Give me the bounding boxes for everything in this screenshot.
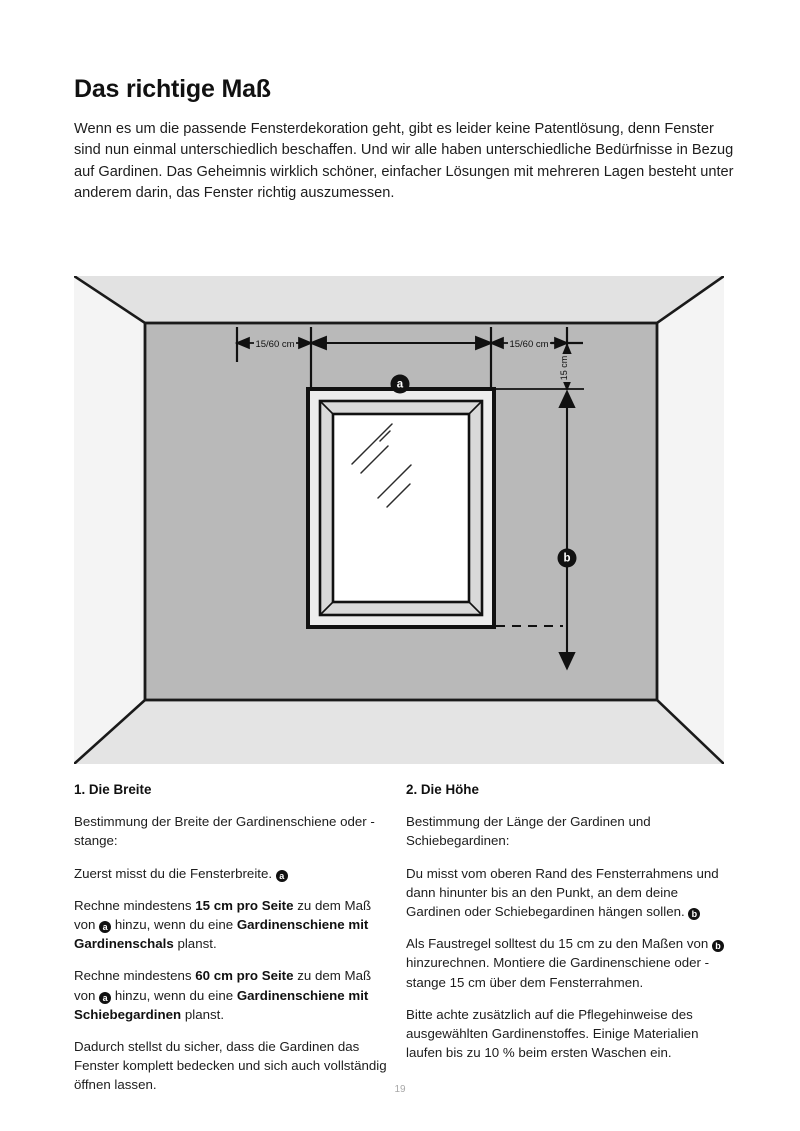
intro-paragraph: Wenn es um die passende Fensterdekoration geht, gibt es leider keine Patentlösung, denn Fenster sind nun einmal unterschiedlich beschaffen. Und wir alle haben unterschiedliche Bedürfnisse in Bezug auf Gardinen. Das Geheimnis wirklich schöner, einfacher Lösungen mit mehreren Lagen besteht unter anderem darin, das Fenster richtig auszumessen. — [74, 120, 734, 202]
inline-badge-a: a — [99, 921, 111, 933]
p3-bold-15cm: 15 cm pro Seite — [195, 897, 294, 913]
left-side-dimension-label: 15/60 cm — [255, 339, 295, 350]
r-p2-text: Du misst vom oberen Rand des Fensterrahmens und dann hinunter bis an den Punkt, an dem deine Gardinen oder Schiebegardinen hängen sollen. — [406, 865, 719, 920]
p4-tail: planst. — [181, 1006, 225, 1022]
column-hoehe-paragraph-3 — [406, 934, 728, 992]
window-glass — [333, 414, 469, 602]
page-title: Das richtige Maß — [74, 74, 271, 103]
column-hoehe — [406, 780, 728, 1062]
p3-lead: Rechne mindestens — [74, 897, 196, 913]
p4-mid2: hinzu, wenn du eine — [111, 987, 237, 1003]
height-marker-b — [558, 549, 577, 568]
p3-mid: zu dem Maß von — [74, 897, 372, 933]
column-hoehe-paragraph-2 — [406, 864, 728, 922]
svg-text:b: b — [563, 552, 571, 565]
page-number: 19 — [394, 1084, 406, 1095]
right-wall-surface — [657, 276, 724, 764]
svg-text:a: a — [396, 378, 404, 391]
p3-tail: planst. — [173, 936, 217, 952]
top-offset-label: 15 cm — [559, 355, 569, 381]
inline-badge-b: b — [712, 940, 724, 952]
right-side-dimension-label: 15/60 cm — [509, 339, 549, 350]
p3-mid2: hinzu, wenn du eine — [111, 917, 237, 933]
column-breite-paragraph-3 — [74, 896, 396, 954]
p3-bold-schiene-schals: Gardinenschiene mit Gardinenschals — [74, 917, 369, 952]
column-breite-paragraph-2 — [74, 864, 396, 883]
r-p3-lead: Als Faustregel solltest du 15 cm zu den Maßen von — [406, 936, 712, 952]
r-p3-tail: hinzurechnen. Montiere die Gardinenschiene oder -stange 15 cm über dem Fensterrahmen. — [406, 955, 710, 990]
floor-surface — [74, 700, 724, 764]
column-breite — [74, 780, 396, 1095]
inline-badge-a: a — [276, 870, 288, 882]
column-hoehe-title: 2. Die Höhe — [406, 782, 479, 797]
inline-badge-b: b — [688, 908, 700, 920]
column-hoehe-paragraph-4: Bitte achte zusätzlich auf die Pflegehinweise des ausgewählten Gardinenstoffes. Einige Materialien laufen bis zu 10 % beim ersten Waschen ein. — [406, 1006, 699, 1061]
p4-lead: Rechne mindestens — [74, 968, 196, 984]
window-measurement-figure — [74, 276, 724, 764]
p4-bold-60cm: 60 cm pro Seite — [195, 968, 294, 984]
column-breite-paragraph-5: Dadurch stellst du sicher, dass die Gardinen das Fenster komplett bedecken und sich auch vollständig öffnen lassen. — [74, 1039, 387, 1093]
width-marker-a — [391, 375, 410, 394]
left-wall-surface — [74, 276, 145, 764]
column-breite-paragraph-4 — [74, 966, 396, 1024]
p4-mid: zu dem Maß von — [74, 968, 372, 1003]
inline-badge-a: a — [99, 992, 111, 1004]
column-hoehe-paragraph-1: Bestimmung der Länge der Gardinen und Schiebegardinen: — [406, 814, 651, 849]
ceiling-surface — [74, 276, 724, 323]
p4-bold-schiene-schiebe: Gardinenschiene mit Schiebegardinen — [74, 987, 369, 1022]
paragraph-2-text: Zuerst misst du die Fensterbreite. — [74, 865, 273, 881]
column-breite-paragraph-1: Bestimmung der Breite der Gardinenschiene oder -stange: — [74, 814, 375, 849]
column-breite-title: 1. Die Breite — [74, 782, 152, 797]
